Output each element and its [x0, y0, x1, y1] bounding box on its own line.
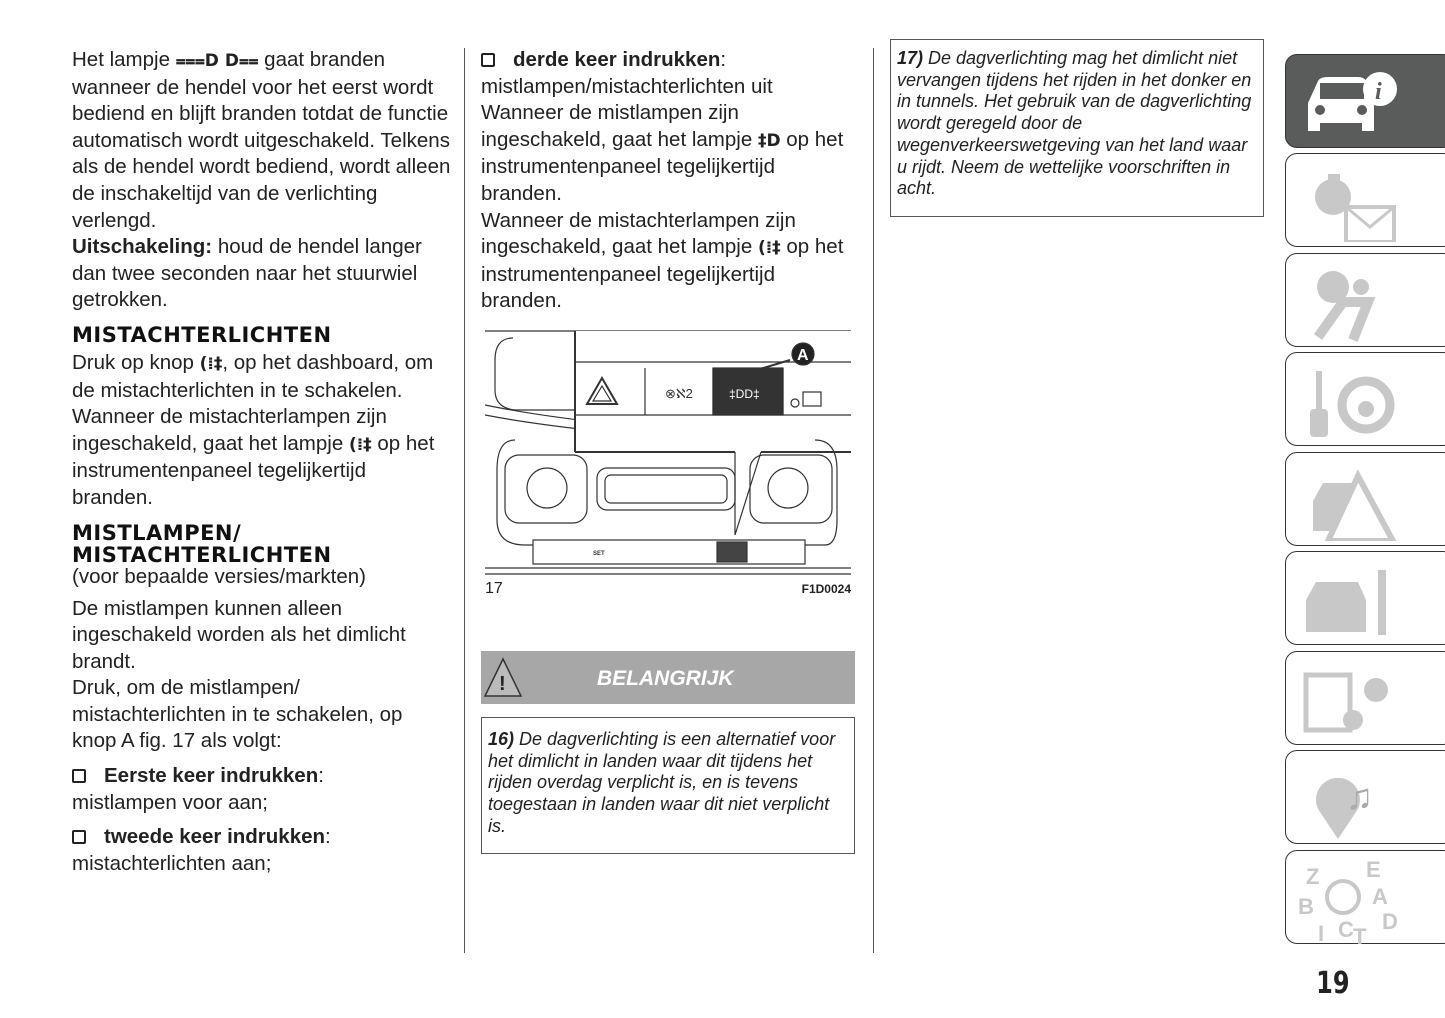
emergency-icon: [1298, 461, 1398, 541]
tab-specifications[interactable]: [1285, 651, 1445, 745]
list-item: tweede keer indrukken: mistachterlichten aan;: [72, 825, 331, 875]
bullet-icon: [481, 53, 495, 67]
svg-text:⊗ℵ2: ⊗ℵ2: [665, 386, 693, 401]
tab-warning-lights[interactable]: [1285, 153, 1445, 247]
bullet-icon: [72, 830, 86, 844]
page-number: 19: [1316, 966, 1350, 1001]
bullet-icon: [72, 769, 86, 783]
svg-text:A: A: [797, 347, 809, 364]
paragraph: Wanneer de mistachterlampen zijn ingeschakeld, gaat het lampje (⁞‡ op het instrumentenpaneel tegelijkertijd branden.: [72, 405, 435, 509]
svg-text:i: i: [1375, 79, 1382, 105]
note-16: 16) De dagverlichting is een alternatief voor het dimlicht in landen waar dit tijdens het rijden overdag verplicht is, en is tevens toegestaan in landen waar dit niet verplicht is.: [481, 717, 855, 854]
key-steering-wheel-icon: [1298, 361, 1398, 441]
warning-light-message-icon: [1298, 162, 1398, 242]
paragraph: Druk, om de mistlampen/ mistachterlichten in te schakelen, op knop A fig. 17 als volgt:: [72, 676, 403, 753]
index-icon: [1298, 859, 1398, 944]
car-maintenance-icon: [1298, 560, 1398, 640]
middle-column: [481, 47, 861, 315]
svg-text:D: D: [1382, 909, 1398, 934]
svg-text:SET: SET: [593, 551, 605, 557]
airbag-seat-icon: [1298, 262, 1398, 342]
tab-index[interactable]: [1285, 850, 1445, 944]
svg-text:‡DD‡: ‡DD‡: [729, 387, 760, 401]
tab-car-info[interactable]: [1285, 54, 1445, 148]
svg-text:!: !: [499, 673, 506, 695]
multimedia-icon: [1298, 759, 1398, 839]
svg-text:♫: ♫: [1346, 776, 1373, 817]
column-divider: [873, 48, 874, 953]
rear-fog-icon: (⁞‡: [348, 434, 372, 455]
column-divider: [464, 48, 465, 953]
rear-fog-icon: (⁞‡: [199, 353, 223, 374]
front-fog-icon: ‡D: [757, 130, 781, 151]
warning-title: BELANGRIJK: [597, 667, 734, 690]
note-17: 17) De dagverlichting mag het dimlicht niet vervangen tijdens het rijden in het donker en in tunnels. Het gebruik van de dagverlichting wordt geregeld door de wegenverkeerswetgeving van het land waar u rijdt. Neem de wettelijke voorschriften in acht.: [890, 39, 1264, 217]
tab-multimedia[interactable]: [1285, 750, 1445, 844]
svg-text:I: I: [1318, 921, 1325, 944]
heading: MISTACHTERLICHTEN: [72, 322, 332, 347]
paragraph: Wanneer de mistlampen zijn ingeschakeld, gaat het lampje ‡D op het instrumentenpaneel tegelijkertijd branden.: [481, 101, 844, 205]
dashboard-figure: [485, 330, 851, 575]
tab-maintenance[interactable]: [1285, 551, 1445, 645]
paragraph: De mistlampen kunnen alleen ingeschakeld worden als het dimlicht brandt.: [72, 596, 406, 673]
paragraph: Wanneer de mistachterlampen zijn ingeschakeld, gaat het lampje (⁞‡ op het instrumentenpaneel tegelijkertijd branden.: [481, 208, 844, 313]
tab-emergency[interactable]: [1285, 452, 1445, 546]
specs-gear-icon: [1298, 660, 1398, 740]
svg-text:C: C: [1338, 917, 1354, 942]
paragraph: Druk op knop (⁞‡, op het dashboard, om de mistachterlichten in te schakelen.: [72, 350, 434, 402]
svg-text:E: E: [1366, 859, 1381, 882]
svg-text:Z: Z: [1306, 864, 1320, 889]
paragraph: Uitschakeling: houd de hendel langer dan twee seconden naar het stuurwiel getrokken.: [72, 235, 422, 312]
subheading: (voor bepaalde versies/markten): [72, 564, 366, 588]
daytime-light-icon: ⩶D D⩵: [175, 51, 259, 71]
svg-text:A: A: [1372, 884, 1388, 909]
tab-starting-driving[interactable]: [1285, 352, 1445, 446]
list-item: Eerste keer indrukken: mistlampen voor aan;: [72, 764, 324, 814]
heading: MISTLAMPEN/ MISTACHTERLICHTEN: [72, 520, 332, 567]
paragraph: Het lampje ⩶D D⩵ gaat branden wanneer de hendel voor het eerst wordt bediend en blijft branden totdat de functie automatisch wordt uitgeschakeld. Telkens als de hendel wordt bediend, wordt alleen de inschakeltijd van de verlichting verlengd.: [72, 48, 451, 232]
left-column: [72, 47, 452, 877]
svg-text:T: T: [1353, 924, 1367, 944]
list-item: derde keer indrukken: mistlampen/mistachterlichten uit: [481, 48, 773, 98]
car-info-icon: [1298, 63, 1398, 138]
svg-text:B: B: [1298, 894, 1314, 919]
figure-caption: 17 F1D0024: [485, 580, 851, 597]
warning-triangle-icon: [483, 656, 523, 700]
warning-banner: [481, 651, 855, 704]
tab-safety[interactable]: [1285, 253, 1445, 347]
rear-fog-icon: (⁞‡: [757, 238, 781, 259]
